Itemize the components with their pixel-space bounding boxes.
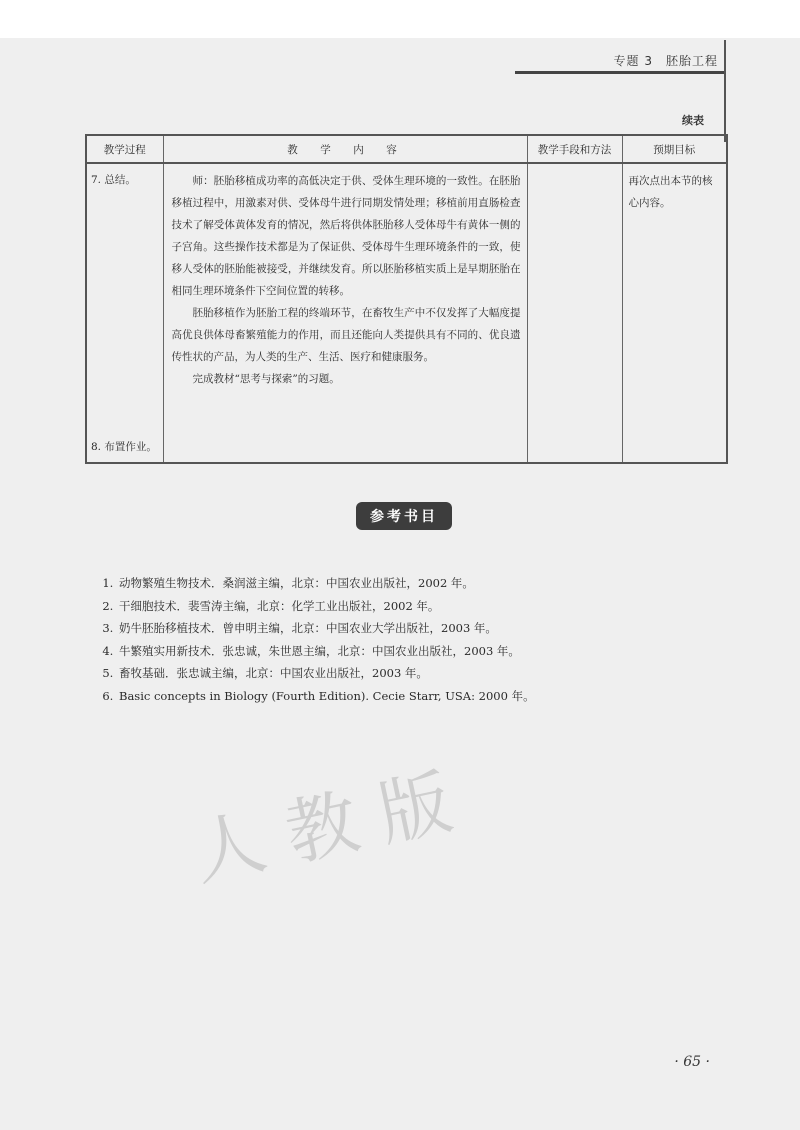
methods-cell <box>527 163 622 463</box>
table-header-row <box>86 135 727 163</box>
show-through-watermark: 人 教 版 <box>185 759 459 897</box>
step-cell <box>86 163 163 463</box>
reference-item: 5. 畜牧基础．张忠诚主编，北京：中国农业出版社，2003 年。 <box>117 662 535 685</box>
header-teaching-process: 教学过程 <box>86 135 163 163</box>
header-expected-goal: 预期目标 <box>622 135 727 163</box>
reference-item: 4. 牛繁殖实用新技术．张忠诚，朱世恩主编，北京：中国农业出版社，2003 年。 <box>117 640 535 663</box>
content-paragraph: 完成教材“思考与探索”的习题。 <box>192 373 340 385</box>
table-row <box>86 163 727 463</box>
page-number: · 65 · <box>674 1054 710 1070</box>
content-paragraph: 师：胚胎移植成功率的高低决定于供、受体生理环境的一致性。在胚胎移植过程中，用激素对供、受体母牛进行同期发情处理；移植前用直肠检查技术了解受体黄体发育的情况，然后将供体胚胎移人受体母牛有黄体一侧的子宫角。这些操作技术都是为了保证供、受体母牛生理环境条件的一致，使移人受体的胚胎能被接受，并继续发育。所以胚胎移植实质上是早期胚胎在相同生理环境条件下空间位置的转移。 <box>171 175 521 297</box>
reference-item: 3. 奶牛胚胎移植技术．曾申明主编，北京：中国农业大学出版社，2003 年。 <box>117 617 535 640</box>
table-continued-label: 续表 <box>682 114 704 127</box>
step-homework: 8. 布置作业。 <box>91 441 157 453</box>
reference-item: 2. 干细胞技术．裴雪涛主编，北京：化学工业出版社，2002 年。 <box>117 595 535 618</box>
header-teaching-methods: 教学手段和方法 <box>527 135 622 163</box>
references-list <box>95 572 535 707</box>
reference-item: 6. Basic concepts in Biology (Fourth Edition). Cecie Starr, USA: 2000 年。 <box>117 685 535 708</box>
lesson-table <box>85 134 728 464</box>
goal-cell: 再次点出本节的核心内容。 <box>622 163 727 463</box>
header-teaching-content: 教 学 内 容 <box>163 135 527 163</box>
chapter-header: 专题 3 胚胎工程 <box>613 54 718 68</box>
content-paragraph: 胚胎移植作为胚胎工程的终端环节，在畜牧生产中不仅发挥了大幅度提高优良供体母畜繁殖能力的作用，而且还能向人类提供具有不同的、优良遗传性状的产品，为人类的生产、生活、医疗和健康服务。 <box>171 307 521 363</box>
header-rule <box>515 71 725 74</box>
header-vertical-rule <box>724 40 726 142</box>
content-cell <box>163 163 527 463</box>
reference-item: 1. 动物繁殖生物技术．桑润滋主编，北京：中国农业出版社，2002 年。 <box>117 572 535 595</box>
step-summary: 7. 总结。 <box>91 174 136 186</box>
references-title-badge: 参考书目 <box>356 502 452 530</box>
